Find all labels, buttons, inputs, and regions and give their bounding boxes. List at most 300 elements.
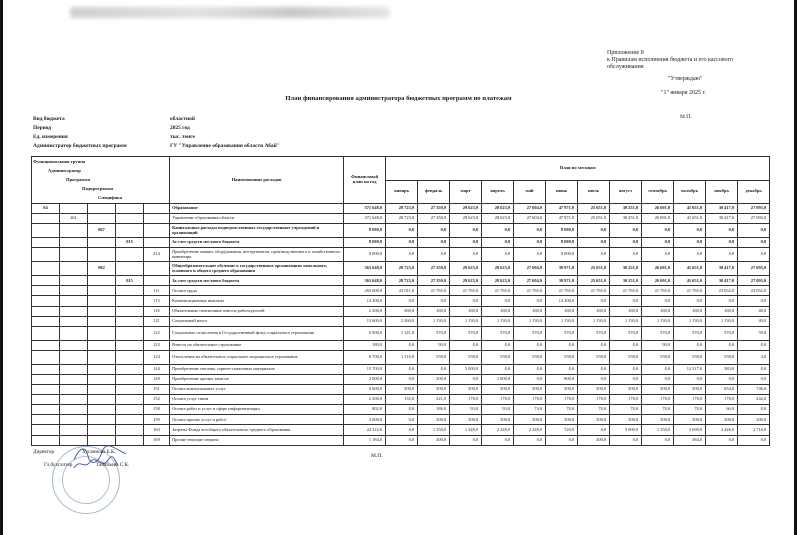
month-value: 0,0 [514, 435, 546, 445]
month-value: 0,0 [482, 238, 514, 248]
administrator-code [60, 286, 88, 296]
administrator-code [60, 350, 88, 364]
month-value: 5 000,0 [450, 364, 482, 374]
month-value: 0,0 [738, 340, 770, 350]
functional-group-code [32, 306, 60, 316]
month-value: 0,0 [418, 296, 450, 306]
header-program: Программа [66, 177, 90, 182]
subprogram-code [116, 405, 144, 415]
program-code [88, 415, 116, 425]
expense-name: Оплата труда [170, 286, 344, 296]
month-value: 27 093,0 [738, 276, 770, 286]
table-row [32, 262, 770, 276]
program-code [88, 248, 116, 262]
month-value: 0,0 [450, 224, 482, 238]
annual-total: 265 000,0 [344, 286, 386, 296]
annual-total: 8 000,0 [344, 248, 386, 262]
table-row [32, 385, 770, 395]
expense-name: Обязательные пенсионные взносы работодателей [170, 306, 344, 316]
month-value: 0,0 [386, 238, 418, 248]
month-value: 178,0 [674, 395, 706, 405]
administrator-code [60, 204, 88, 214]
month-value: 0,0 [514, 374, 546, 384]
appendix-block [607, 50, 787, 72]
month-value: 570,0 [610, 326, 642, 340]
month-value: 180,0 [642, 306, 674, 316]
table-body [32, 204, 770, 446]
program-code [88, 350, 116, 364]
header-subprogram: Подпрограмма [82, 186, 114, 191]
specifics-code: 122 [144, 326, 170, 340]
month-value: 29 623,0 [450, 214, 482, 224]
month-value: 4,0 [738, 350, 770, 364]
annual-total: 2 200,0 [344, 306, 386, 316]
header-month: ноябрь [706, 180, 738, 204]
month-value: 0,0 [706, 224, 738, 238]
month-value: 1 130,0 [418, 316, 450, 326]
month-value: 0,0 [418, 238, 450, 248]
administrator-code [60, 374, 88, 384]
month-value: 0,0 [450, 374, 482, 384]
month-value: 558,0 [578, 350, 610, 364]
expense-name: Приобретение топлива, горюче-смазочных материалов [170, 364, 344, 374]
month-value: 21 765,0 [674, 286, 706, 296]
budget-type-label: Вид бюджета [33, 116, 65, 122]
header-month: июнь [546, 180, 578, 204]
month-value: 558,0 [418, 350, 450, 364]
month-value: 500,0 [610, 385, 642, 395]
header-month: июль [578, 180, 610, 204]
annual-total: 802,0 [344, 405, 386, 415]
month-value: 1 349,0 [450, 425, 482, 435]
annual-total: 8 000,0 [344, 224, 386, 238]
month-value: 23 052,0 [706, 286, 738, 296]
month-value: 0,0 [706, 238, 738, 248]
unit-value: тыс. тенге [170, 134, 195, 140]
month-value: 200,0 [418, 415, 450, 425]
month-value: 300,0 [642, 415, 674, 425]
annual-total: 6 600,0 [344, 385, 386, 395]
month-value: 0,0 [418, 224, 450, 238]
month-value: 8 000,0 [546, 238, 578, 248]
annual-total: 363 648,0 [344, 276, 386, 286]
month-value: 29 623,0 [450, 262, 482, 276]
month-value: 28 623,0 [482, 262, 514, 276]
month-value: 0,0 [546, 340, 578, 350]
month-value: 500,0 [450, 385, 482, 395]
program-code [88, 326, 116, 340]
month-value: 21 765,0 [418, 286, 450, 296]
functional-group-code [32, 238, 60, 248]
month-value: 25 651,0 [578, 214, 610, 224]
header-name: Наименование расходов [170, 157, 344, 204]
month-value: 39 971,0 [546, 276, 578, 286]
month-value: 0,0 [610, 364, 642, 374]
functional-group-code [32, 326, 60, 340]
specifics-code [144, 214, 170, 224]
month-value: 0,0 [706, 435, 738, 445]
month-value: 400,0 [578, 435, 610, 445]
month-value: 30 417,0 [706, 262, 738, 276]
specifics-code: 151 [144, 385, 170, 395]
month-value: 0,0 [706, 340, 738, 350]
header-month: апрель [482, 180, 514, 204]
header-administrator: Администратор [48, 168, 81, 173]
subprogram-code [116, 415, 144, 425]
month-value: 1 116,0 [386, 350, 418, 364]
expense-name: Приобретение машин, оборудования, инструментов, производственного и хозяйственного инвентаря [170, 248, 344, 262]
program-code [88, 306, 116, 316]
month-value: 0,0 [674, 340, 706, 350]
header-month: август [610, 180, 642, 204]
expense-name: Общеобразовательное обучение в государственных организациях начального, основного и общего среднего образования [170, 262, 344, 276]
program-code [88, 286, 116, 296]
month-value: 93,0 [450, 405, 482, 415]
month-value: 0,0 [674, 224, 706, 238]
month-value: 0,0 [578, 224, 610, 238]
annual-total: 13 200,0 [344, 296, 386, 306]
month-value: 1 130,0 [450, 316, 482, 326]
month-value: 0,0 [610, 238, 642, 248]
month-value: 300,0 [450, 415, 482, 425]
month-value: 558,0 [514, 350, 546, 364]
month-value: 0,0 [482, 296, 514, 306]
specifics-code: 414 [144, 248, 170, 262]
expense-name: Управление образования области [170, 214, 344, 224]
table-row [32, 276, 770, 286]
month-value: 23 052,0 [738, 286, 770, 296]
month-value: 200,0 [706, 415, 738, 425]
functional-group-code [32, 385, 60, 395]
table-row [32, 214, 770, 224]
month-value: 40,0 [738, 306, 770, 316]
annual-total: 2 000,0 [344, 374, 386, 384]
program-code [88, 276, 116, 286]
functional-group-code [32, 415, 60, 425]
month-value: 28 723,0 [386, 262, 418, 276]
month-value: 28 723,0 [386, 214, 418, 224]
table-row [32, 374, 770, 384]
month-value: 1 130,0 [546, 316, 578, 326]
header-month: май [514, 180, 546, 204]
month-value: 400,0 [418, 435, 450, 445]
month-value: 30 251,0 [610, 204, 642, 214]
month-value: 0,0 [578, 248, 610, 262]
month-value: 720,0 [546, 425, 578, 435]
month-value: 0,0 [738, 248, 770, 262]
expense-name: Приобретение прочих запасов [170, 374, 344, 384]
annual-total: 13 600,0 [344, 316, 386, 326]
specifics-code [144, 224, 170, 238]
month-value: 26 691,0 [642, 214, 674, 224]
month-value: 180,0 [610, 306, 642, 316]
functional-group-code [32, 350, 60, 364]
month-value: 570,0 [546, 326, 578, 340]
administrator-code [60, 276, 88, 286]
table-row [32, 204, 770, 214]
month-value: 23 011,0 [386, 286, 418, 296]
subprogram-code [116, 286, 144, 296]
month-value: 180,0 [514, 306, 546, 316]
specifics-code: 152 [144, 395, 170, 405]
month-value: 21 765,0 [514, 286, 546, 296]
functional-group-code [32, 395, 60, 405]
subprogram-code [116, 374, 144, 384]
month-value: 558,0 [546, 350, 578, 364]
month-value: 0,0 [642, 248, 674, 262]
month-value: 0,0 [674, 248, 706, 262]
month-value: 654,0 [706, 385, 738, 395]
specifics-code: 144 [144, 364, 170, 374]
annual-total: 3 000,0 [344, 415, 386, 425]
month-value: 2 710,0 [738, 425, 770, 435]
program-code [88, 395, 116, 405]
month-value: 746,0 [738, 385, 770, 395]
table-row [32, 224, 770, 238]
month-value: 500,0 [418, 385, 450, 395]
month-value: 570,0 [578, 326, 610, 340]
expense-name: Социальные отчисления в Государственный фонд социального страхования [170, 326, 344, 340]
period-value: 2025 год [170, 125, 190, 131]
expense-name: Оплата коммунальных услуг [170, 385, 344, 395]
appendix-line-2: к Правилам исполнения бюджета и его кассового [607, 57, 733, 64]
month-value: 8 000,0 [546, 248, 578, 262]
accountant-name: Тайкбаева С.К. [96, 462, 130, 468]
annual-total: 6 700,0 [344, 350, 386, 364]
month-value: 360,0 [386, 306, 418, 316]
month-value: 1 130,0 [674, 316, 706, 326]
month-value: 558,0 [482, 350, 514, 364]
month-value: 0,0 [386, 405, 418, 415]
month-value: 28 723,0 [386, 204, 418, 214]
month-value: 30 251,0 [610, 214, 642, 224]
period-label: Период [33, 125, 51, 131]
administrator-code [60, 296, 88, 306]
subprogram-code [116, 316, 144, 326]
annual-total: 363 648,0 [344, 262, 386, 276]
administrator-code [60, 405, 88, 415]
subprogram-code [116, 224, 144, 238]
month-value: 200,0 [418, 374, 450, 384]
month-value: 300,0 [610, 415, 642, 425]
budget-table [31, 156, 770, 446]
functional-group-code [32, 248, 60, 262]
subprogram-code [116, 306, 144, 316]
month-value: 28 723,0 [386, 276, 418, 286]
functional-group-code [32, 405, 60, 415]
month-value: 500,0 [674, 385, 706, 395]
subprogram-code [116, 350, 144, 364]
month-value: 0,0 [738, 435, 770, 445]
classification-header [32, 157, 170, 204]
month-value: 27 350,0 [418, 276, 450, 286]
program-code [88, 405, 116, 415]
expense-name: Капитальные расходы подведомственных государственных учреждений и организаций [170, 224, 344, 238]
month-value: 29 623,0 [450, 204, 482, 214]
month-value: 178,0 [546, 395, 578, 405]
month-value: 27 604,0 [514, 276, 546, 286]
table-row [32, 286, 770, 296]
month-value: 0,0 [706, 296, 738, 306]
program-code [88, 340, 116, 350]
annual-total: 371 648,0 [344, 214, 386, 224]
expense-name: Оплата прочих услуг и работ [170, 415, 344, 425]
month-value: 0,0 [418, 248, 450, 262]
month-value: 178,0 [482, 395, 514, 405]
header-specifics: Специфика [98, 195, 122, 200]
specifics-code [144, 262, 170, 276]
month-value: 1 130,0 [514, 316, 546, 326]
month-value: 30 251,0 [610, 262, 642, 276]
program-code [88, 316, 116, 326]
month-value: 558,0 [706, 350, 738, 364]
month-value: 0,0 [514, 364, 546, 374]
month-value: 180,0 [578, 306, 610, 316]
month-value: 21 765,0 [642, 286, 674, 296]
budget-type-value: областной [170, 116, 195, 122]
month-value: 25 651,0 [578, 204, 610, 214]
month-value: 27 604,0 [514, 262, 546, 276]
annual-total: 8 000,0 [344, 238, 386, 248]
month-value: 12 317,0 [674, 364, 706, 374]
annual-total: 1 184,0 [344, 435, 386, 445]
functional-group-code [32, 435, 60, 445]
month-value: 27 350,0 [418, 214, 450, 224]
month-value: 570,0 [642, 326, 674, 340]
month-value: 500,0 [514, 385, 546, 395]
month-value: 0,0 [642, 296, 674, 306]
administrator-code [60, 248, 88, 262]
administrator-code [60, 385, 88, 395]
annual-total: 6 900,0 [344, 326, 386, 340]
month-value: 178,0 [642, 395, 674, 405]
month-value: 0,0 [642, 364, 674, 374]
accountant-label: Гл.бухгалтер [44, 462, 73, 468]
administrator-code [60, 316, 88, 326]
month-value: 28 623,0 [482, 214, 514, 224]
month-value: 0,0 [738, 224, 770, 238]
month-value: 27 604,0 [514, 214, 546, 224]
functional-group-code [32, 224, 60, 238]
month-value: 558,0 [642, 350, 674, 364]
month-value: 135,0 [386, 395, 418, 405]
month-value: 242,0 [738, 395, 770, 405]
month-value: 570,0 [418, 326, 450, 340]
month-value: 93,0 [482, 405, 514, 415]
month-value: 570,0 [450, 326, 482, 340]
functional-group-code [32, 340, 60, 350]
month-value: 0,0 [386, 224, 418, 238]
month-value: 0,0 [450, 296, 482, 306]
annual-total: 24 322,0 [344, 425, 386, 435]
month-value: 500,0 [642, 385, 674, 395]
month-value: 21 765,0 [450, 286, 482, 296]
annual-total: 15 700,0 [344, 364, 386, 374]
table-row [32, 316, 770, 326]
month-value: 0,0 [706, 374, 738, 384]
month-value: 70,0 [546, 405, 578, 415]
month-value: 178,0 [610, 395, 642, 405]
month-value: 0,0 [514, 340, 546, 350]
month-value: 0,0 [610, 435, 642, 445]
month-value: 0,0 [610, 248, 642, 262]
month-value: 28 623,0 [482, 276, 514, 286]
month-value: 3 699,0 [674, 425, 706, 435]
month-value: 1 130,0 [642, 316, 674, 326]
month-value: 0,0 [386, 340, 418, 350]
header-month: март [450, 180, 482, 204]
month-value: 26 691,0 [642, 276, 674, 286]
month-value: 70,0 [642, 405, 674, 415]
month-value: 27 350,0 [418, 204, 450, 214]
month-value: 5 000,0 [610, 425, 642, 435]
table-row [32, 425, 770, 435]
subprogram-code: 015 [116, 276, 144, 286]
administrator-code [60, 340, 88, 350]
month-value: 0,0 [386, 296, 418, 306]
month-value: 570,0 [706, 326, 738, 340]
program-code [88, 204, 116, 214]
month-value: 0,0 [642, 435, 674, 445]
month-value: 1 130,0 [578, 316, 610, 326]
month-value: 500,0 [546, 385, 578, 395]
month-value: 13 200,0 [546, 296, 578, 306]
month-value: 300,0 [514, 415, 546, 425]
director-name: Хусаинова Б.К. [82, 449, 116, 455]
month-value: 0,0 [514, 224, 546, 238]
month-value: 300,0 [674, 415, 706, 425]
table-row [32, 326, 770, 340]
month-value: 0,0 [386, 435, 418, 445]
month-value: 1 130,0 [706, 316, 738, 326]
annual-total: 180,0 [344, 340, 386, 350]
month-value: 384,0 [674, 435, 706, 445]
month-value: 178,0 [450, 395, 482, 405]
month-value: 41 651,0 [674, 276, 706, 286]
expense-name: За счет средств местного бюджета [170, 276, 344, 286]
month-value: 180,0 [706, 306, 738, 316]
month-value: 0,0 [450, 248, 482, 262]
month-value: 2 349,0 [514, 425, 546, 435]
month-value: 1 350,0 [642, 425, 674, 435]
month-value: 383,0 [706, 364, 738, 374]
month-value: 27 093,0 [738, 262, 770, 276]
month-value: 41 651,0 [674, 214, 706, 224]
unit-label: Ед. измерения [33, 134, 68, 140]
program-code [88, 296, 116, 306]
month-value: 0,0 [738, 296, 770, 306]
month-value: 29 623,0 [450, 276, 482, 286]
month-value: 59,0 [738, 326, 770, 340]
functional-group-code [32, 296, 60, 306]
functional-group-code: 04 [32, 204, 60, 214]
table-row [32, 364, 770, 374]
month-value: 27 093,0 [738, 204, 770, 214]
month-value: 0,0 [450, 340, 482, 350]
month-value: 1 141,0 [386, 326, 418, 340]
administrator-code [60, 395, 88, 405]
month-value: 0,0 [578, 238, 610, 248]
functional-group-code [32, 286, 60, 296]
specifics-code: 169 [144, 435, 170, 445]
month-value: 27 093,0 [738, 214, 770, 224]
month-value: 21 765,0 [482, 286, 514, 296]
expense-name: Образование [170, 204, 344, 214]
month-value: 1 130,0 [610, 316, 642, 326]
month-value: 21 765,0 [546, 286, 578, 296]
month-value: 70,0 [578, 405, 610, 415]
functional-group-code [32, 214, 60, 224]
